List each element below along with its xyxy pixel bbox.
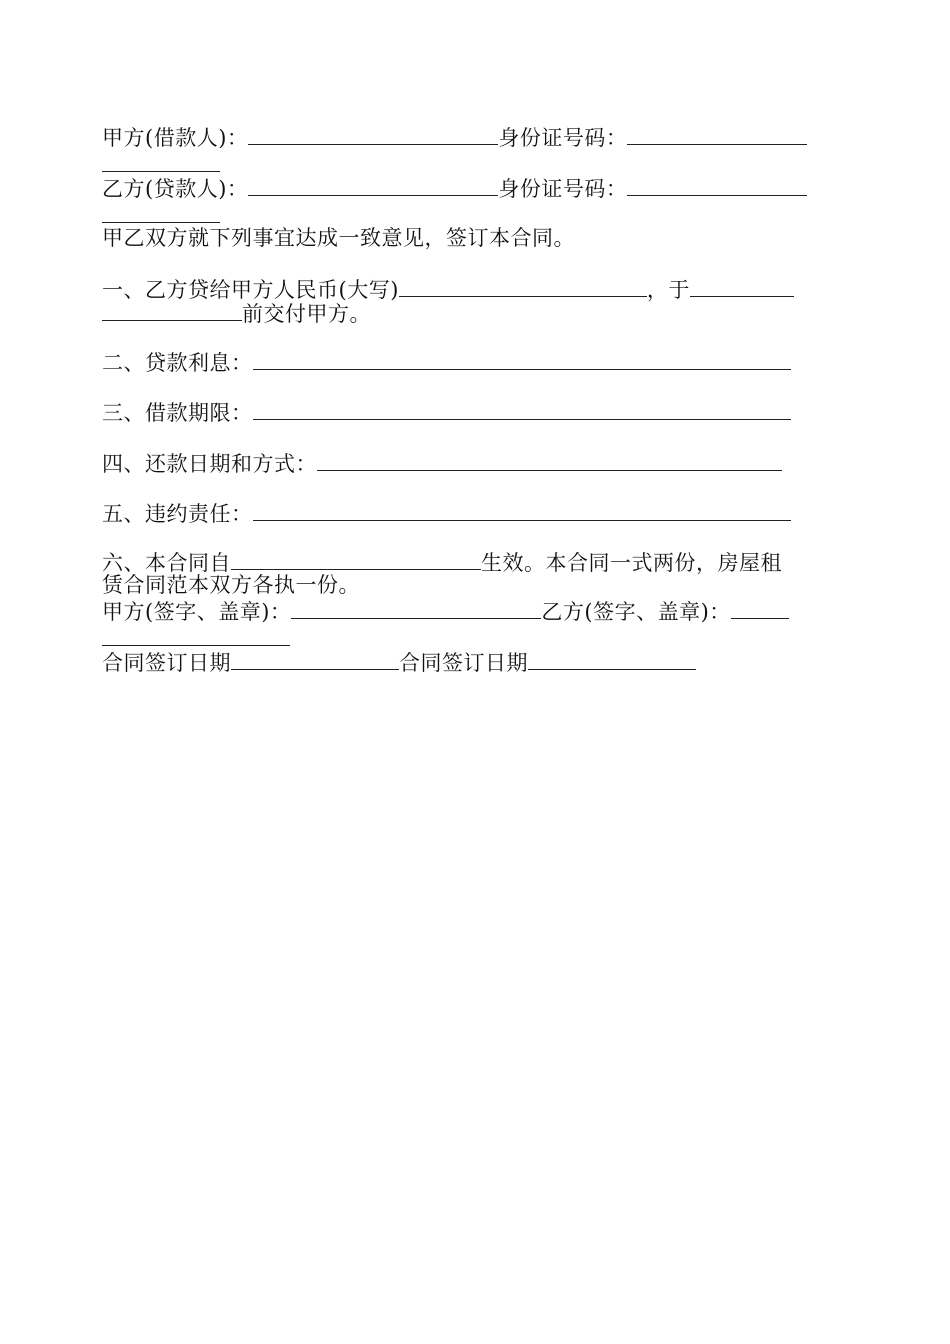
party-a-name-blank[interactable] [248, 124, 498, 145]
clause-6-middle: 生效。本合同一式两份，房屋租 [481, 551, 782, 575]
party-b-id-blank-continued[interactable] [102, 221, 220, 223]
party-b-name-blank[interactable] [248, 175, 498, 196]
clause-5-line [102, 500, 791, 526]
effective-date-blank[interactable] [231, 549, 481, 570]
clause-3-line [102, 399, 791, 425]
party-a-id-label: 身份证号码： [498, 126, 628, 150]
sign-b-blank[interactable] [731, 598, 789, 619]
clause-1-end: 前交付甲方。 [242, 302, 371, 326]
clause-1-continued [102, 300, 371, 326]
sign-b-label: 乙方(签字、盖章)： [541, 600, 731, 624]
date-a-blank[interactable] [231, 649, 399, 670]
clause-6-line [102, 549, 782, 575]
delivery-date-blank[interactable] [690, 276, 794, 297]
sign-a-label: 甲方(签字、盖章)： [102, 600, 292, 624]
clause-2-label: 二、贷款利息： [102, 351, 253, 375]
sign-a-blank[interactable] [291, 598, 541, 619]
interest-blank[interactable] [253, 349, 791, 370]
sign-b-blank-continued[interactable] [102, 644, 290, 646]
party-b-label: 乙方(贷款人)： [102, 177, 249, 201]
signature-line [102, 598, 789, 624]
date-a-label: 合同签订日期 [102, 651, 231, 675]
repayment-blank[interactable] [317, 450, 782, 471]
party-b-id-blank[interactable] [627, 175, 807, 196]
liability-blank[interactable] [253, 500, 791, 521]
clause-3-label: 三、借款期限： [102, 401, 253, 425]
clause-6-label: 六、本合同自 [102, 551, 231, 575]
clause-6-continued: 赁合同范本双方各执一份。 [102, 573, 360, 597]
clause-5-label: 五、违约责任： [102, 502, 253, 526]
loan-term-blank[interactable] [253, 399, 791, 420]
clause-4-label: 四、还款日期和方式： [102, 452, 317, 476]
clause-2-line [102, 349, 791, 375]
date-b-label: 合同签订日期 [399, 651, 528, 675]
clause-1-label: 一、乙方贷给甲方人民币(大写) [102, 278, 399, 302]
party-a-id-blank-continued[interactable] [102, 170, 220, 172]
date-b-blank[interactable] [528, 649, 696, 670]
date-line [102, 649, 696, 675]
loan-amount-blank[interactable] [399, 276, 647, 297]
party-a-id-blank[interactable] [627, 124, 807, 145]
delivery-date-blank-continued[interactable] [102, 300, 242, 321]
intro-text: 甲乙双方就下列事宜达成一致意见，签订本合同。 [102, 226, 575, 250]
clause-4-line [102, 450, 782, 476]
party-a-label: 甲方(借款人)： [102, 126, 249, 150]
party-b-line [102, 175, 807, 201]
party-a-line [102, 124, 807, 150]
clause-1-line [102, 276, 794, 302]
clause-1-connector: ，于 [646, 278, 690, 302]
party-b-id-label: 身份证号码： [498, 177, 628, 201]
